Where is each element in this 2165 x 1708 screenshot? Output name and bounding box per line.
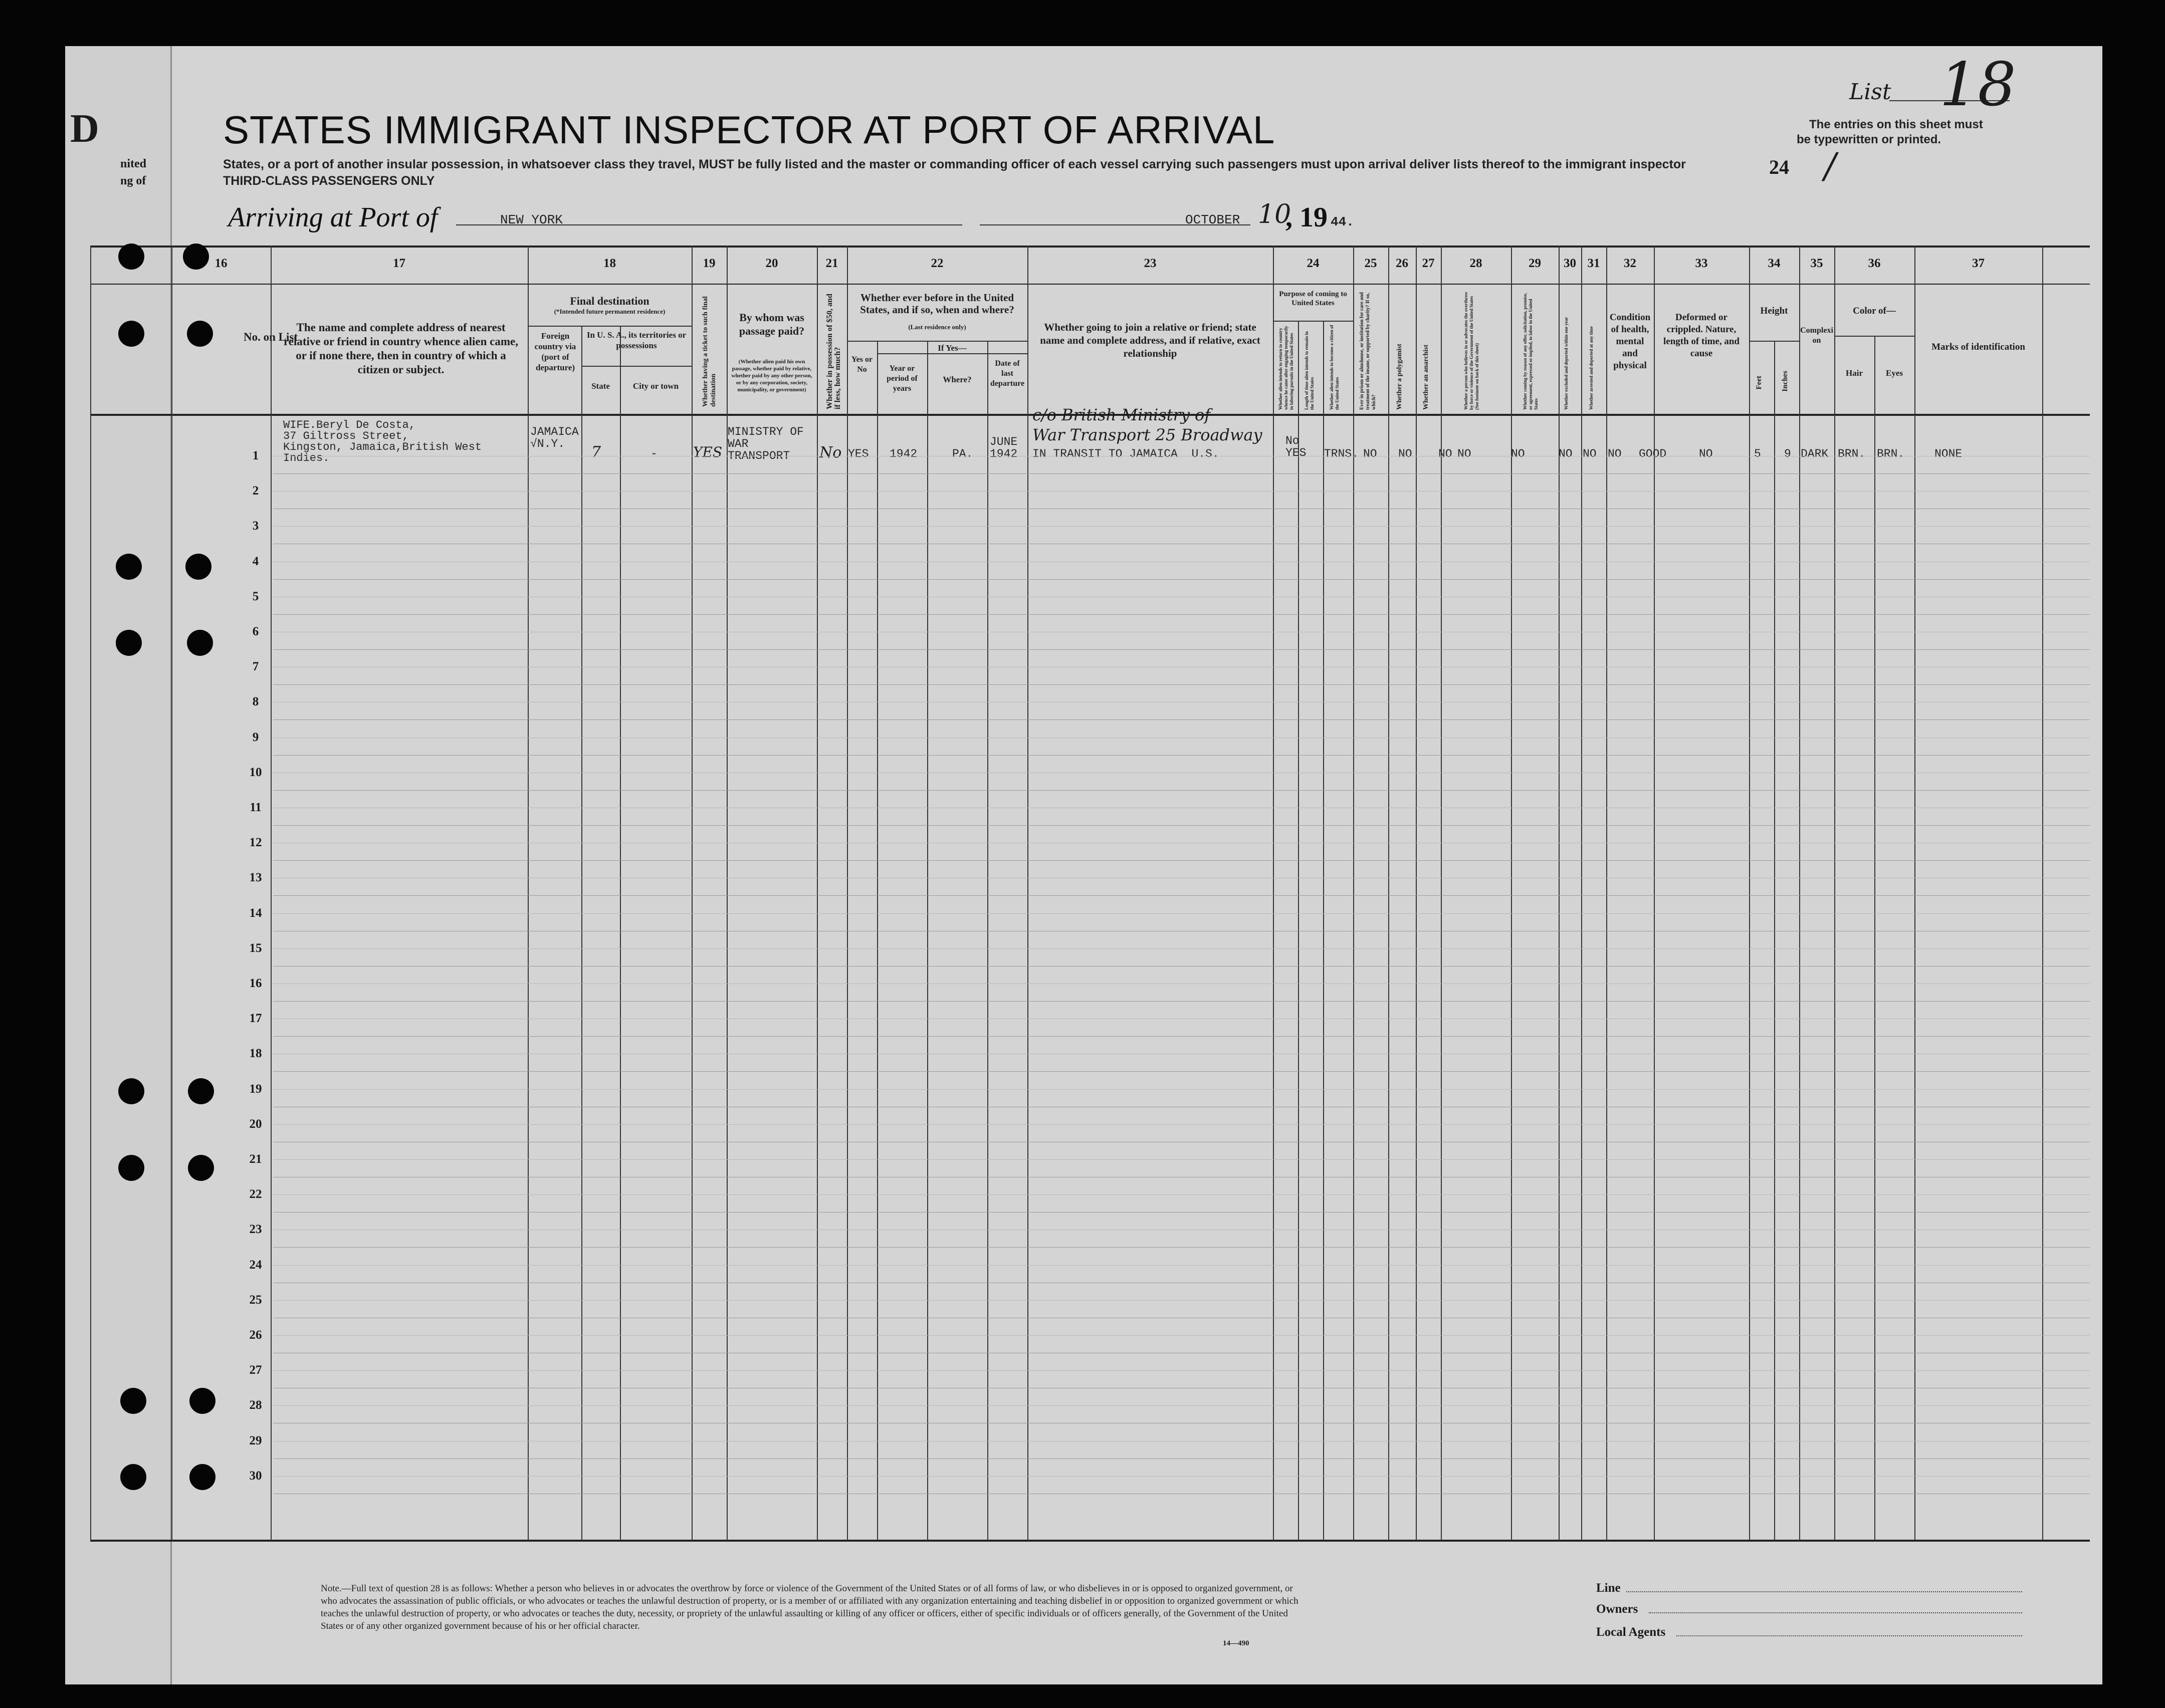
cell-offer: NO: [1559, 447, 1573, 460]
cell-paid-by: MINISTRY OF WAR TRANSPORT: [728, 425, 804, 462]
left-fragment-line-1: nited: [120, 157, 147, 170]
header-purpose: Purpose of coming to United States: [1279, 290, 1347, 307]
punch-hole: [183, 243, 209, 270]
vrule: [271, 246, 272, 1541]
punch-hole: [116, 630, 142, 656]
header-excluded: Whether excluded and deported within one year: [1564, 317, 1569, 410]
header-hair: Hair: [1846, 368, 1863, 378]
entries-note-line-2: be typewritten or printed.: [1797, 133, 1941, 146]
punch-hole: [189, 1464, 215, 1490]
header-in-usa: In U. S. A., its territories or possessions: [586, 330, 687, 350]
owners-sign-line: [1649, 1612, 2022, 1613]
row-rule: [273, 684, 2090, 685]
cell-join-handwritten: c/o British Ministry of War Transport 25 Broadway: [1032, 405, 1262, 444]
col-num-18: 18: [603, 257, 616, 270]
subtitle-line-1: States, or a port of another insular possession, in whatsoever class they travel, MUST be fully listed and the master or commanding officer of each vessel carrying such passengers must upon arrival deliver lists thereof to the immigrant inspector: [223, 157, 1686, 171]
col-num-32: 32: [1624, 257, 1636, 270]
header-join-relative: Whether going to join a relative or friend; state name and complete address, and if relative, exact relationship: [1040, 321, 1260, 359]
cell-hair: BRN.: [1838, 447, 1866, 460]
row-number: 29: [249, 1433, 262, 1447]
row-rule: [273, 1001, 2090, 1002]
vrule: [692, 246, 693, 1541]
row-number: 28: [249, 1398, 262, 1412]
header-final-destination: Final destination: [570, 295, 650, 307]
row-subrule: [273, 1476, 2090, 1477]
col-num-35: 35: [1810, 257, 1823, 270]
entries-note: [1797, 117, 1983, 147]
header-final-destination-sub: (*Intended future permanent residence): [554, 308, 666, 315]
cell-ticket: YES: [693, 444, 723, 460]
vrule: [1511, 246, 1512, 1541]
hrule: [581, 366, 692, 367]
row-number: 5: [252, 589, 259, 603]
row-number: 23: [249, 1223, 262, 1237]
row-number: 27: [249, 1363, 262, 1377]
cell-state: 7: [591, 443, 601, 461]
row-subrule: [273, 1124, 2090, 1125]
row-subrule: [273, 526, 2090, 527]
header-ticket: Whether having a ticket to such final destination: [702, 296, 717, 407]
col-num-26: 26: [1396, 257, 1408, 270]
vrule: [1874, 336, 1875, 1541]
header-city: City or town: [632, 381, 679, 391]
col-num-36: 36: [1868, 257, 1881, 270]
vrule: [877, 341, 878, 1541]
row-rule: [273, 790, 2090, 791]
vrule: [1581, 246, 1582, 1541]
hrule: [1749, 341, 1799, 342]
vrule: [1559, 246, 1560, 1541]
row-rule: [273, 1247, 2090, 1248]
col-num-16: 16: [214, 257, 228, 270]
cell-deformed: NO: [1699, 447, 1713, 460]
row-number: 3: [252, 519, 259, 533]
col-num-30: 30: [1564, 257, 1576, 270]
vrule: [171, 246, 172, 1541]
header-color-of: Color of—: [1853, 306, 1896, 316]
vrule: [987, 341, 988, 1541]
local-agents-label: Local Agents: [1596, 1625, 1666, 1639]
vrule: [1273, 246, 1274, 1541]
row-number: 2: [252, 484, 259, 498]
punch-hole: [118, 321, 144, 347]
table-bottom-rule: [90, 1540, 2090, 1542]
col-num-33: 33: [1695, 257, 1708, 270]
cell-where: PA.: [952, 447, 973, 460]
vrule: [1606, 246, 1607, 1541]
punch-hole: [118, 1078, 144, 1104]
owners-label: Owners: [1596, 1602, 1638, 1616]
punch-hole: [188, 1078, 214, 1104]
cell-inches: 9: [1784, 447, 1791, 460]
header-eyes: Eyes: [1886, 368, 1903, 378]
col-num-22: 22: [931, 257, 944, 270]
row-subrule: [273, 913, 2090, 914]
header-paid-by-sub: (Whether alien paid his own passage, whether paid by relative, whether paid by any other person, or by any corporation, society, municipality, or government): [731, 359, 812, 393]
list-label: List: [1849, 79, 1891, 105]
vrule: [1353, 246, 1354, 1541]
vrule: [847, 246, 848, 1541]
punch-hole: [187, 630, 213, 656]
header-ever-before-sub: (Last residence only): [908, 323, 966, 331]
header-money: Whether in possession of $50, and if less, how much?: [825, 294, 842, 409]
header-offer: Whether coming by reason of any offer, solicitation, promise, or agreement, expressed or implied, to labor in the United States: [1523, 293, 1539, 410]
row-number: 18: [249, 1047, 262, 1061]
cell-overthrow: NO: [1511, 447, 1525, 460]
port-value: NEW YORK: [500, 212, 563, 227]
cell-money: No: [819, 444, 842, 461]
cell-prison: NO: [1398, 447, 1412, 460]
cell-excluded: NO: [1583, 447, 1597, 460]
row-number: 14: [249, 906, 262, 920]
row-number: 25: [249, 1293, 262, 1307]
header-where: Where?: [943, 375, 972, 384]
header-polygamist: Whether a polygamist: [1396, 344, 1403, 410]
line-sign-line: [1626, 1591, 2022, 1592]
header-purpose-c: Whether alien intends to become a citizen of the United States: [1329, 325, 1340, 410]
row-rule: [273, 614, 2090, 615]
cell-eyes: BRN.: [1877, 447, 1905, 460]
subtitle-line-2: THIRD-CLASS PASSENGERS ONLY: [223, 174, 435, 188]
year-prefix: , 19: [1285, 202, 1328, 233]
vrule: [1914, 246, 1915, 1541]
row-number: 22: [249, 1187, 262, 1201]
header-purpose-a: Whether alien intends to return to country whence he came after engaging temporarily in laboring pursuits in the United States: [1278, 326, 1294, 410]
table-top-rule: [90, 246, 2090, 248]
vrule: [620, 326, 621, 1541]
row-number: 16: [249, 977, 262, 990]
row-rule: [273, 755, 2090, 756]
cell-complexion: DARK: [1801, 447, 1829, 460]
vrule: [1774, 341, 1775, 1541]
header-overthrow: Whether a person who believes in or advocates the overthrow by force or violence of the Government of the United States (See footnote on back of this sheet): [1463, 292, 1479, 410]
col-num-19: 19: [703, 257, 716, 270]
punch-hole: [116, 554, 142, 580]
cell-date-departure: JUNE 1942: [990, 435, 1018, 460]
vrule: [581, 326, 582, 1541]
header-height: Height: [1760, 306, 1788, 316]
cell-marks: NONE: [1934, 447, 1963, 460]
punch-hole: [187, 321, 213, 347]
header-yes-no: Yes or No: [851, 355, 873, 374]
cell-foreign-country: JAMAICA √N.Y.: [530, 425, 579, 450]
row-number: 10: [249, 765, 262, 779]
left-fragment-line-2: ng of: [120, 174, 146, 187]
cell-polygamist: NO: [1438, 447, 1452, 460]
vrule: [528, 246, 529, 1541]
header-no-on-list: No. on List: [244, 331, 298, 343]
vrule: [927, 341, 928, 1541]
row-number: 24: [249, 1258, 262, 1272]
hrule: [528, 326, 692, 327]
row-subrule: [273, 1089, 2090, 1090]
row-number: 21: [249, 1152, 262, 1166]
hrule: [1834, 336, 1914, 337]
row-number: 26: [249, 1328, 262, 1342]
cell-relative: WIFE.Beryl De Costa, 37 Giltross Street, Kingston, Jamaica,British West Indies.: [283, 419, 482, 464]
vrule: [817, 246, 818, 1541]
row-subrule: [273, 1194, 2090, 1195]
header-inches: Inches: [1781, 371, 1789, 392]
cell-health: GOOD: [1639, 447, 1667, 460]
row-number: 8: [252, 695, 259, 709]
row-subrule: [273, 1159, 2090, 1160]
row-rule: [273, 719, 2090, 720]
entries-note-line-1: The entries on this sheet must: [1809, 118, 1983, 131]
row-number: 17: [249, 1012, 262, 1026]
row-number: 4: [252, 554, 259, 568]
row-number: 13: [249, 871, 262, 885]
row-number: 12: [249, 836, 262, 850]
col-num-24: 24: [1307, 257, 1320, 270]
header-ever-before: Whether ever before in the United States, and if so, when and where?: [860, 292, 1014, 316]
header-relative: The name and complete address of nearest relative or friend in country whence alien came, or if none there, then in country of which a citizen or subject.: [283, 321, 518, 376]
vrule: [1388, 246, 1389, 1541]
header-deformed: Deformed or crippled. Nature, length of time, and cause: [1663, 312, 1740, 359]
header-deported: Whether arrested and deported at any time: [1589, 326, 1594, 410]
punch-hole: [120, 1388, 146, 1414]
punch-hole: [188, 1155, 214, 1181]
list-number: 18: [1939, 50, 2016, 120]
vrule: [1027, 246, 1028, 1541]
col-num-20: 20: [765, 257, 778, 270]
header-health: Condition of health, mental and physical: [1609, 312, 1651, 371]
row-number: 15: [249, 941, 262, 955]
punch-hole: [189, 1388, 215, 1414]
row-rule: [273, 1071, 2090, 1072]
line-label: Line: [1596, 1581, 1621, 1595]
cell-anarchist: NO: [1457, 447, 1471, 460]
row-number: 6: [252, 625, 259, 638]
row-number: 11: [250, 801, 262, 814]
row-subrule: [273, 1405, 2090, 1406]
form-mark: /: [1824, 145, 1836, 186]
col-num-37: 37: [1972, 257, 1985, 270]
row-number: 9: [252, 730, 259, 744]
day-value: 10: [1258, 199, 1291, 229]
page-title: STATES IMMIGRANT INSPECTOR AT PORT OF ARRIVAL: [223, 108, 1275, 152]
row-rule: [273, 1036, 2090, 1037]
row-number: 1: [252, 449, 259, 462]
header-anarchist: Whether an anarchist: [1422, 344, 1430, 410]
month-value: OCTOBER: [1185, 212, 1240, 227]
header-date-departure: Date of last departure: [990, 359, 1025, 388]
footer-form-code: 14—490: [1223, 1639, 1249, 1647]
row-subrule: [273, 491, 2090, 492]
punch-hole: [120, 1464, 146, 1490]
punch-hole: [185, 554, 211, 580]
vrule: [1834, 246, 1835, 1541]
vrule: [1416, 246, 1417, 1541]
vrule: [90, 246, 91, 1541]
row-subrule: [273, 1335, 2090, 1336]
vrule: [1654, 246, 1655, 1541]
vrule: [1799, 246, 1800, 1541]
header-if-yes: If Yes—: [938, 343, 967, 353]
year-value: 44.: [1331, 214, 1354, 229]
row-rule: [273, 1458, 2090, 1459]
local-agents-sign-line: [1676, 1635, 2022, 1636]
left-fragment-letter: D: [70, 107, 99, 151]
header-year-period: Year or period of years: [887, 364, 918, 393]
col-num-23: 23: [1144, 257, 1157, 270]
row-rule: [273, 649, 2090, 650]
col-num-25: 25: [1364, 257, 1377, 270]
row-number: 7: [252, 660, 259, 674]
row-rule: [273, 895, 2090, 896]
header-state: State: [591, 381, 610, 391]
cell-ever-before: YES: [848, 447, 869, 460]
page-subtitle: [223, 156, 1747, 189]
col-num-27: 27: [1422, 257, 1435, 270]
row-subrule: [273, 1300, 2090, 1301]
vrule: [1749, 246, 1750, 1541]
form-number: 24: [1769, 156, 1789, 178]
col-num-29: 29: [1529, 257, 1541, 270]
cell-purpose-a: No YES: [1285, 434, 1307, 459]
header-paid-by: By whom was passage paid?: [739, 311, 805, 337]
row-rule: [273, 579, 2090, 580]
cell-deported: NO: [1608, 447, 1622, 460]
footer-note: Note.—Full text of question 28 is as follows: Whether a person who believes in or advocates the overthrow by force or violence of the Government of the United States or of all forms of law, or who disbelieves in or is opposed to organized government, or who advocates the assassination of public officials, or who advocates or teaches the unlawful destruction of property, or is a member of or affiliated with any organization entertaining and teaching disbelief in or opposition to organized government or which teaches the unlawful destruction of property, or who advocates or teaches the duty, necessity, or propriety of the unlawful assaulting or killing of any officer or officers, either of specific individuals or of officers generally, of the Government of the United States or of any other organized government because of his or her official character.: [321, 1583, 1298, 1631]
header-marks: Marks of identification: [1931, 342, 2025, 352]
col-num-31: 31: [1587, 257, 1600, 270]
col-num-34: 34: [1768, 257, 1781, 270]
row-number: 30: [249, 1469, 262, 1483]
punch-hole: [118, 1155, 144, 1181]
row-subrule: [273, 948, 2090, 949]
vrule: [2042, 246, 2043, 1541]
cell-purpose-b: TRNS.: [1324, 447, 1359, 460]
header-purpose-b: Length of time alien intends to remain in the United States: [1304, 331, 1315, 410]
row-rule: [273, 473, 2090, 474]
header-complexion: Complexion: [1800, 326, 1833, 345]
cell-year: 1942: [890, 447, 918, 460]
header-feet: Feet: [1755, 376, 1763, 390]
row-number: 20: [249, 1117, 262, 1131]
cell-join-typed: IN TRANSIT TO JAMAICA U.S.: [1032, 447, 1219, 460]
col-num-28: 28: [1469, 257, 1482, 270]
column-number-rule: [90, 284, 2090, 285]
header-prison: Ever in prison or almshouse, or institution for care and treatment of the insane, or supported by charity? If so, which?: [1359, 292, 1377, 410]
cell-feet: 5: [1754, 447, 1761, 460]
row-subrule: [273, 1265, 2090, 1266]
row-number: 19: [249, 1082, 262, 1096]
punch-hole: [118, 243, 144, 270]
row-rule: [273, 860, 2090, 861]
header-foreign-country: Foreign country via (port of departure): [534, 331, 576, 372]
hrule: [1273, 321, 1353, 322]
manifest-table: [90, 246, 2090, 1541]
arriving-label: Arriving at Port of: [228, 202, 438, 233]
row-rule: [273, 825, 2090, 826]
cell-purpose-c: NO: [1363, 447, 1377, 460]
vrule: [1441, 246, 1442, 1541]
col-num-17: 17: [393, 257, 405, 270]
cell-city: -: [651, 447, 658, 460]
row-subrule: [273, 1370, 2090, 1371]
col-num-21: 21: [825, 257, 838, 270]
